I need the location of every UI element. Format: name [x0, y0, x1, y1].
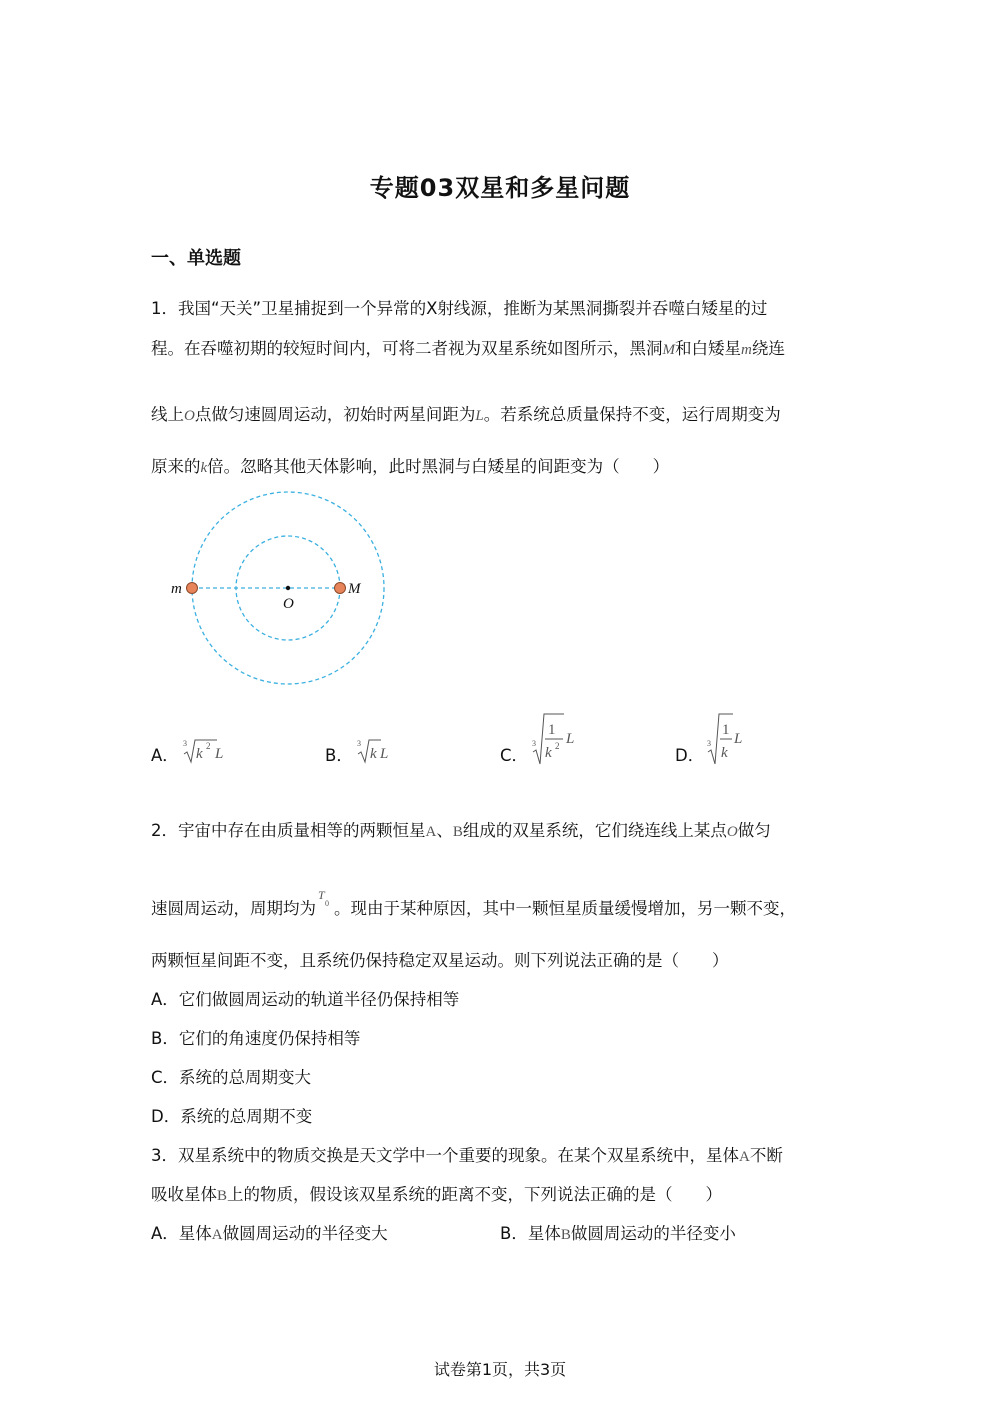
svg-text:3: 3	[532, 739, 536, 748]
svg-text:3: 3	[707, 739, 711, 748]
black-hole-M	[335, 583, 346, 594]
svg-text:L: L	[215, 746, 224, 762]
svg-text:k: k	[370, 746, 377, 762]
q3-line-2: 吸收星体B上的物质，假设该双星系统的距离不变，下列说法正确的是（ ）	[151, 1185, 723, 1204]
svg-text:1: 1	[548, 722, 556, 738]
q2-line-3: 两颗恒星间距不变，且系统仍保持稳定双星运动。则下列说法正确的是（ ）	[151, 951, 729, 970]
q1-option-a-formula	[181, 734, 241, 768]
white-dwarf-m	[187, 583, 198, 594]
page-title: 专题03双星和多星问题	[369, 174, 631, 202]
q1-line-3: 线上O点做匀速圆周运动，初始时两星间距为L。若系统总质量保持不变，运行周期变为	[151, 405, 781, 424]
svg-text:1: 1	[722, 722, 730, 738]
svg-text:3: 3	[183, 739, 187, 748]
q3-option-a: A．星体A做圆周运动的半径变大	[151, 1224, 388, 1243]
svg-text:2: 2	[555, 741, 560, 751]
q1-option-b-formula	[355, 734, 405, 768]
period-symbol: T 0	[318, 888, 329, 908]
svg-text:2: 2	[206, 741, 211, 751]
q1-option-d: D．	[675, 746, 705, 765]
q2-option-d: D．系统的总周期不变	[151, 1107, 313, 1126]
svg-text:k: k	[545, 745, 552, 761]
label-O: O	[283, 596, 294, 612]
center-point-O	[286, 586, 290, 590]
q1-option-c-formula	[530, 710, 590, 768]
q2-line-1: 2．宇宙中存在由质量相等的两颗恒星A、B组成的双星系统，它们绕连线上某点O做匀	[151, 821, 771, 840]
q2-line-2: 速圆周运动，周期均为 T 0 。现由于某种原因，其中一颗恒星质量缓慢增加，另一颗不变，	[151, 888, 796, 918]
q3-line-1: 3．双星系统中的物质交换是天文学中一个重要的现象。在某个双星系统中，星体A不断	[151, 1146, 783, 1165]
q1-option-c: C．	[500, 746, 529, 765]
page-footer: 试卷第1页，共3页	[433, 1360, 567, 1379]
q3-option-b: B．星体B做圆周运动的半径变小	[500, 1224, 736, 1243]
svg-text:k: k	[196, 746, 203, 762]
q1-line-1: 1．我国“天关”卫星捕捉到一个异常的X射线源，推断为某黑洞撕裂并吞噬白矮星的过	[151, 299, 768, 318]
svg-text:k: k	[721, 745, 728, 761]
q2-option-c: C．系统的总周期变大	[151, 1068, 312, 1087]
q1-option-d-formula	[705, 710, 760, 768]
label-M: M	[348, 581, 361, 597]
q1-option-b: B．	[325, 746, 353, 765]
q1-line-4: 原来的k倍。忽略其他天体影响，此时黑洞与白矮星的间距变为（ ）	[151, 457, 670, 476]
svg-text:L: L	[566, 731, 575, 747]
q2-option-a: A．它们做圆周运动的轨道半径仍保持相等	[151, 990, 460, 1009]
label-m: m	[171, 581, 182, 597]
q1-line-2: 程。在吞噬初期的较短时间内，可将二者视为双星系统如图所示，黑洞M和白矮星m绕连	[151, 339, 785, 358]
svg-text:L: L	[380, 746, 389, 762]
q2-option-b: B．它们的角速度仍保持相等	[151, 1029, 361, 1048]
section-heading: 一、单选题	[151, 248, 241, 269]
svg-text:L: L	[734, 731, 743, 747]
svg-text:3: 3	[357, 739, 361, 748]
q1-option-a: A．	[151, 746, 179, 765]
binary-star-diagram	[165, 490, 395, 690]
